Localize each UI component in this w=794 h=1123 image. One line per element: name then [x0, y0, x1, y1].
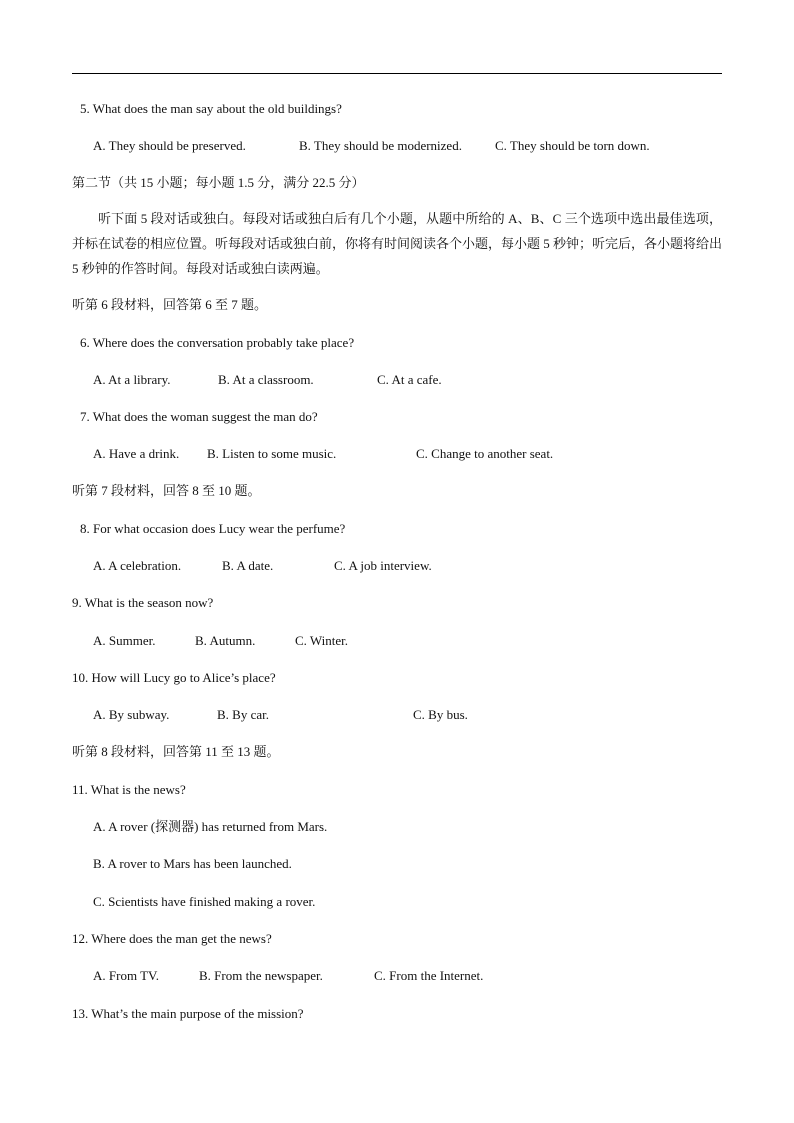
- question-10-option-c: C. By bus.: [413, 707, 468, 722]
- question-6-stem: 6. Where does the conversation probably take place?: [80, 335, 355, 350]
- section-2-title: 第二节（共 15 小题；每小题 1.5 分，满分 22.5 分）: [72, 175, 365, 190]
- question-5-option-b: B. They should be modernized.: [299, 138, 462, 153]
- question-7-option-c: C. Change to another seat.: [416, 446, 554, 461]
- question-10-option-b: B. By car.: [217, 707, 269, 722]
- question-11-option-c: C. Scientists have finished making a rover.: [93, 894, 316, 909]
- question-9-option-c: C. Winter.: [295, 633, 349, 648]
- question-5-option-c: C. They should be torn down.: [495, 138, 650, 153]
- question-12-option-b: B. From the newspaper.: [199, 968, 323, 983]
- question-12-option-c: C. From the Internet.: [374, 968, 484, 983]
- question-8-option-b: B. A date.: [222, 558, 274, 573]
- question-9-option-a: A. Summer.: [93, 633, 156, 648]
- question-6-option-b: B. At a classroom.: [218, 372, 314, 387]
- question-13-stem: 13. What’s the main purpose of the mission?: [72, 1006, 304, 1021]
- question-7-option-a: A. Have a drink.: [93, 446, 180, 461]
- material-7-heading: 听第 7 段材料，回答 8 至 10 题。: [72, 483, 261, 498]
- header-rule: [72, 73, 722, 74]
- question-6-option-c: C. At a cafe.: [377, 372, 442, 387]
- material-6-heading: 听第 6 段材料，回答第 6 至 7 题。: [72, 297, 268, 312]
- question-11-stem: 11. What is the news?: [72, 782, 186, 797]
- question-7-stem: 7. What does the woman suggest the man do?: [80, 409, 318, 424]
- question-11-option-a: A. A rover (探测器) has returned from Mars.: [93, 819, 328, 834]
- question-9-option-b: B. Autumn.: [195, 633, 256, 648]
- question-8-stem: 8. For what occasion does Lucy wear the perfume?: [80, 521, 346, 536]
- question-5-option-a: A. They should be preserved.: [93, 138, 246, 153]
- question-10-stem: 10. How will Lucy go to Alice’s place?: [72, 670, 276, 685]
- section-2-instructions: 听下面 5 段对话或独白。每段对话或独白后有几个小题，从题中所给的 A、B、C 三个选项中选出最佳选项，并标在试卷的相应位置。听每段对话或独白前，你将有时间阅读各个小题，每小题 5 秒钟；听完后，各小题将给出 5 秒钟的作答时间。每段对话或独白读两遍。: [72, 211, 723, 276]
- question-12-option-a: A. From TV.: [93, 968, 159, 983]
- question-9-stem: 9. What is the season now?: [72, 595, 214, 610]
- question-5-stem: 5. What does the man say about the old buildings?: [80, 101, 342, 116]
- material-8-heading: 听第 8 段材料，回答第 11 至 13 题。: [72, 744, 280, 759]
- question-8-option-c: C. A job interview.: [334, 558, 432, 573]
- question-11-option-b: B. A rover to Mars has been launched.: [93, 856, 292, 871]
- question-6-option-a: A. At a library.: [93, 372, 171, 387]
- question-8-option-a: A. A celebration.: [93, 558, 182, 573]
- question-12-stem: 12. Where does the man get the news?: [72, 931, 272, 946]
- question-7-option-b: B. Listen to some music.: [207, 446, 337, 461]
- question-10-option-a: A. By subway.: [93, 707, 170, 722]
